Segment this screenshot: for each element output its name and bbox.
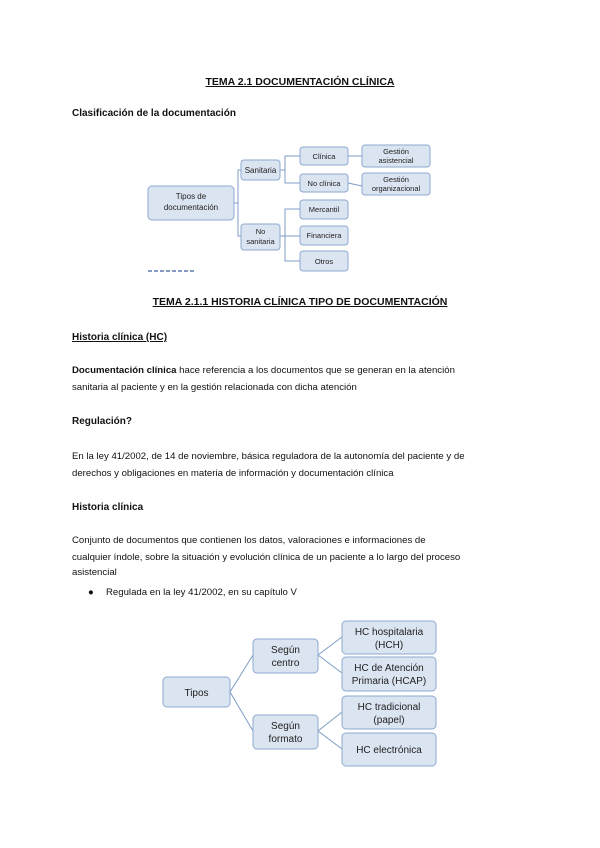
para2-line1: En la ley 41/2002, de 14 de noviembre, básica reguladora de la autonomía del paciente y de <box>72 451 465 462</box>
paragraph-documentacion-clinica <box>72 362 532 396</box>
label-financiera: Financiera <box>306 231 342 240</box>
label-hcap-2: Primaria (HCAP) <box>351 676 427 687</box>
bullet-text: Regulada en la ley 41/2002, en su capítulo V <box>106 587 297 598</box>
para3-line2: cualquier índole, sobre la situación y evolución clínica de un paciente a lo largo del proceso <box>72 552 461 563</box>
heading-historia-clinica: Historia clínica <box>72 502 144 513</box>
label-hch-1: HC hospitalaria <box>354 627 424 638</box>
paragraph-historia-clinica <box>72 532 532 581</box>
label-no-sanitaria-2: sanitaria <box>246 237 275 246</box>
label-no-sanitaria-1: No <box>255 227 266 236</box>
label-tipos-1: Tipos de <box>175 192 207 201</box>
label-sanitaria: Sanitaria <box>244 166 277 175</box>
paragraph-regulacion <box>72 448 532 482</box>
label-gestion-organizacional-1: Gestión <box>383 175 409 184</box>
heading-regulacion: Regulación? <box>72 416 133 427</box>
bullet-icon: ● <box>88 587 94 598</box>
label-tradicional-1: HC tradicional <box>357 702 421 713</box>
label-tipos: Tipos <box>184 688 209 699</box>
connector <box>280 209 300 236</box>
label-segun-formato-1: Según <box>271 721 300 732</box>
diagram-tipos-hc <box>160 615 450 775</box>
label-otros: Otros <box>314 257 334 266</box>
para1-line2: sanitaria al paciente y en la gestión relacionada con dicha atención <box>72 382 357 393</box>
label-segun-centro-2: centro <box>271 658 300 669</box>
label-gestion-asistencial-2: asistencial <box>378 156 414 165</box>
label-no-clinica: No clínica <box>307 179 341 188</box>
connector <box>280 156 300 170</box>
page-title: TEMA 2.1 DOCUMENTACIÓN CLÍNICA <box>205 76 395 88</box>
connector <box>318 712 342 731</box>
connector <box>230 692 253 731</box>
heading-historia-clinica-hc: Historia clínica (HC) <box>72 332 168 343</box>
bullet-item <box>88 587 297 598</box>
connector <box>234 170 241 203</box>
diagram-tipos-documentacion <box>140 140 440 280</box>
label-gestion-asistencial-1: Gestión <box>383 147 409 156</box>
label-hcap-1: HC de Atención <box>354 663 424 674</box>
subtitle: TEMA 2.1.1 HISTORIA CLÍNICA TIPO DE DOCUMENTACIÓN <box>152 296 448 308</box>
connector <box>318 655 342 673</box>
label-mercantil: Mercantil <box>308 205 340 214</box>
connector <box>348 183 362 186</box>
connector <box>318 637 342 655</box>
label-hch-2: (HCH) <box>374 640 404 651</box>
connector <box>318 731 342 749</box>
label-gestion-organizacional-2: organizacional <box>371 184 421 193</box>
para3-line1: Conjunto de documentos que contienen los datos, valoraciones e informaciones de <box>72 535 426 546</box>
connector <box>230 655 253 692</box>
label-tipos-2: documentación <box>163 203 219 212</box>
label-electronica: HC electrónica <box>356 745 422 756</box>
label-tradicional-2: (papel) <box>373 715 405 726</box>
term-documentacion-clinica: Documentación clínica <box>72 365 177 376</box>
connector <box>285 170 300 183</box>
para2-line2: derechos y obligaciones en materia de información y documentación clínica <box>72 468 394 479</box>
para1-line1: hace referencia a los documentos que se generan en la atención <box>176 365 455 376</box>
label-segun-centro-1: Según <box>271 645 300 656</box>
label-clinica: Clínica <box>312 152 336 161</box>
connector <box>285 236 300 261</box>
label-segun-formato-2: formato <box>268 734 303 745</box>
para3-line3: asistencial <box>72 567 117 578</box>
heading-clasificacion: Clasificación de la documentación <box>72 108 236 119</box>
